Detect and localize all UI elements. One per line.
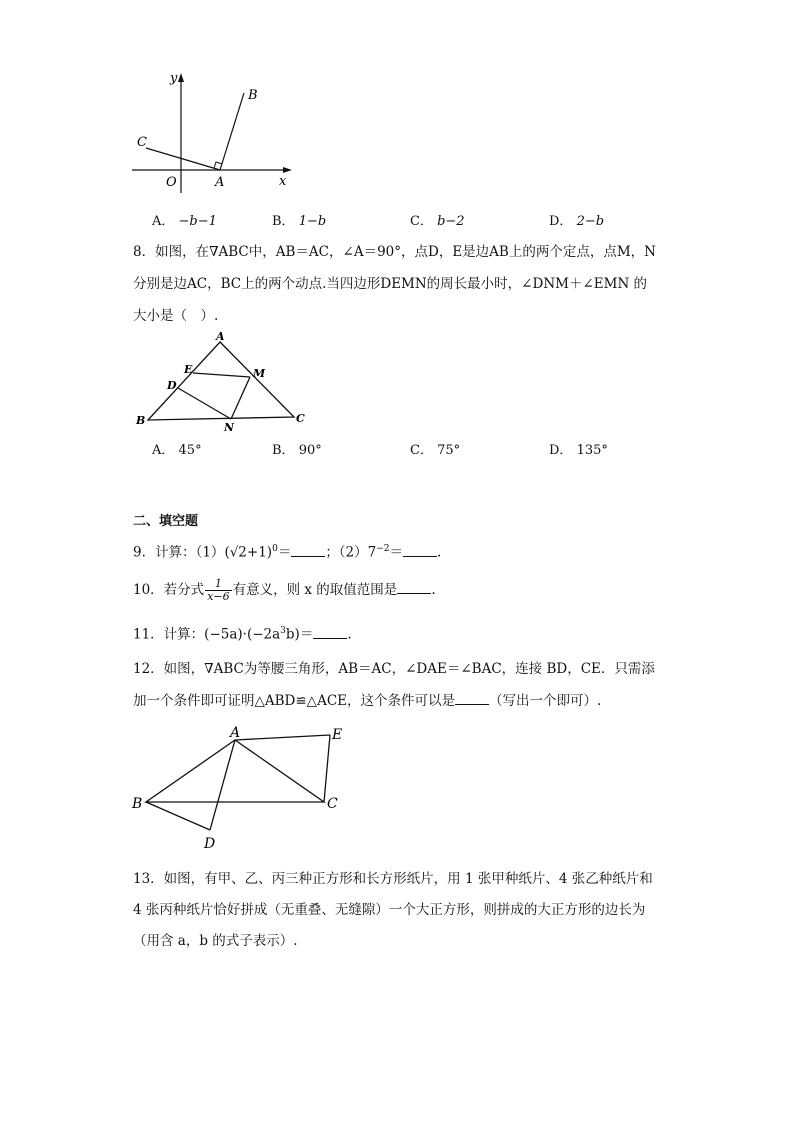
q9-equals-1: ＝ [277, 544, 292, 561]
label-c: C [327, 796, 338, 812]
q10-answer-blank[interactable] [397, 581, 431, 594]
option-letter: D． [549, 214, 573, 229]
q9-equals-2: ＝ [389, 544, 404, 561]
label-x: x [279, 174, 287, 189]
q12-figure [128, 722, 353, 852]
segment-ec [324, 735, 330, 802]
option-letter: A． [152, 443, 175, 458]
q7-option-c[interactable] [410, 214, 465, 230]
label-n: N [224, 421, 235, 434]
q11 [133, 622, 352, 644]
q7-figure [128, 68, 298, 198]
q10-period: . [431, 582, 436, 598]
q8-option-a[interactable] [152, 443, 202, 459]
q12-line-2-start: 加一个条件即可证明△ABD≌△ACE，这个条件可以是 [133, 693, 456, 709]
fraction-numerator: 1 [205, 578, 231, 591]
segment-ae [235, 735, 330, 740]
q8-option-d[interactable] [549, 443, 608, 459]
q13-line-2: 4 张丙种纸片恰好拼成（无重叠、无缝隙）一个大正方形，则拼成的大正方形的边长为 [133, 902, 646, 918]
option-letter: C． [410, 443, 433, 458]
q12-line-2-end: （写出一个即可）. [489, 693, 602, 709]
option-letter: C． [410, 214, 433, 229]
option-letter: B． [272, 214, 295, 229]
q8-line-2: 分别是边AC，BC上的两个动点.当四边形DEMN的周长最小时，∠DNM＋∠EMN 的 [133, 276, 648, 292]
q10-prefix: 10．若分式 [133, 582, 205, 598]
q7-option-a[interactable] [152, 214, 217, 230]
option-letter: D． [549, 443, 573, 458]
label-c: C [296, 412, 305, 425]
q12-line-1: 12．如图，∇ABC为等腰三角形，AB＝AC，∠DAE＝∠BAC，连接 BD，CE．只需添 [133, 661, 655, 677]
q9-answer-blank-2[interactable] [403, 544, 437, 557]
option-text: 45° [178, 443, 202, 458]
label-o: O [166, 175, 177, 190]
section-title-fill-blank: 二、填空题 [133, 514, 199, 529]
triangle-abc [146, 740, 324, 802]
label-b: B [248, 88, 258, 103]
q11-answer-blank[interactable] [313, 626, 347, 639]
q7-option-d[interactable] [549, 214, 604, 230]
q10-fraction [205, 578, 231, 603]
q9-expr-1: (√2+1) [224, 544, 273, 561]
q9 [133, 540, 441, 562]
segment-mn [231, 377, 250, 419]
label-a: A [230, 725, 241, 741]
label-a: A [215, 175, 225, 190]
segment-dn [178, 388, 231, 419]
q9-exponent-2: −2 [376, 544, 390, 554]
q12-line-2 [133, 692, 601, 710]
q8-line-3: 大小是（ ）. [133, 308, 219, 324]
option-text: −b−1 [178, 214, 217, 229]
label-m: M [253, 367, 266, 380]
label-e: E [184, 363, 193, 376]
q11-exponent: 3 [280, 626, 286, 636]
option-text: 2−b [576, 214, 605, 229]
option-text: 75° [437, 443, 461, 458]
q13-line-3: （用含 a，b 的式子表示）. [133, 933, 298, 949]
q9-exponent-1: 0 [272, 544, 278, 554]
q9-period: . [437, 544, 442, 561]
option-text: 1−b [298, 214, 327, 229]
option-text: 90° [298, 443, 322, 458]
q7-option-b[interactable] [272, 214, 326, 230]
option-letter: A． [152, 214, 175, 229]
segment-ad [210, 740, 235, 830]
q8-option-b[interactable] [272, 443, 322, 459]
label-b: B [136, 414, 146, 427]
option-text: b−2 [437, 214, 465, 229]
q11-period: . [347, 626, 352, 643]
q11-suffix: b)＝ [285, 626, 314, 643]
x-axis-arrow [283, 167, 292, 173]
q8-figure [132, 330, 312, 435]
label-d: D [204, 836, 216, 852]
segment-bd [146, 802, 210, 830]
label-y: y [170, 71, 178, 86]
q10 [133, 577, 436, 603]
q8-option-c[interactable] [410, 443, 460, 459]
q11-prefix: 11．计算：(−5a)·(−2a [133, 626, 281, 643]
q9-prefix: 9．计算：（1） [133, 544, 225, 561]
option-letter: B． [272, 443, 295, 458]
segment-em [193, 373, 250, 377]
q10-suffix: 有意义，则 x 的取值范围是 [232, 582, 398, 598]
option-text: 135° [576, 443, 608, 458]
q13-line-1: 13．如图，有甲、乙、丙三种正方形和长方形纸片，用 1 张甲种纸片、4 张乙种纸片和 [133, 871, 653, 887]
q8-line-1: 8．如图，在∇ABC中，AB＝AC，∠A＝90°，点D，E是边AB上的两个定点，点M，N [133, 244, 656, 260]
label-d: D [167, 379, 177, 392]
q12-answer-blank[interactable] [455, 692, 489, 705]
label-c: C [137, 135, 147, 150]
q9-answer-blank-1[interactable] [291, 544, 325, 557]
y-axis-arrow [178, 73, 184, 82]
label-b: B [132, 796, 143, 812]
segment-ab [220, 93, 244, 170]
label-a: A [216, 330, 225, 343]
fraction-denominator: x−6 [207, 590, 230, 603]
segment-ac [146, 148, 220, 170]
q9-expr-2: ；（2）7 [325, 544, 377, 561]
label-e: E [332, 727, 343, 743]
